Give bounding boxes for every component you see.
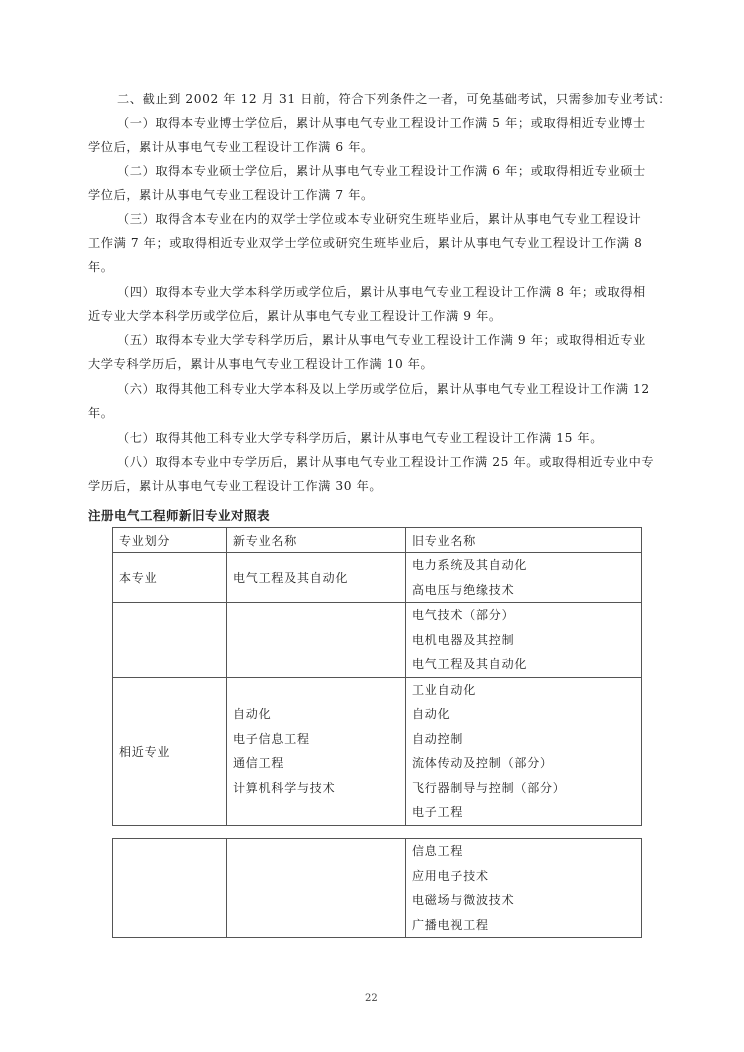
table-title: 注册电气工程师新旧专业对照表: [88, 508, 271, 523]
clause-8-line-2: 学历后，累计从事电气专业工程设计工作满 30 年。: [88, 479, 383, 493]
table-row: [113, 677, 642, 825]
table-row: [113, 603, 642, 678]
old-major-item: 飞行器制导与控制（部分）: [412, 780, 566, 795]
old-major-item: 工业自动化: [412, 682, 477, 697]
major-comparison-table-continued: [112, 838, 642, 938]
clause-2-line-2: 学位后，累计从事电气专业工程设计工作满 7 年。: [88, 188, 374, 202]
major-comparison-table: [112, 527, 642, 826]
clause-7-line-1: （七）取得其他工科专业大学专科学历后，累计从事电气专业工程设计工作满 15 年。: [117, 431, 604, 445]
page-number: 22: [365, 993, 378, 1004]
old-major-item: 信息工程: [412, 844, 464, 858]
old-major-item: 电机电器及其控制: [412, 632, 515, 647]
category-cell: [113, 839, 227, 938]
new-major-item: 电子信息工程: [233, 731, 310, 746]
old-major-item: 流体传动及控制（部分）: [412, 756, 553, 770]
category-cell: 本专业: [113, 553, 227, 603]
old-major-item: 广播电视工程: [412, 917, 489, 932]
category-cell: 相近专业: [113, 677, 227, 825]
table-header-row: [113, 528, 642, 553]
old-major-item: 电气技术（部分）: [412, 608, 515, 622]
new-major-cell: 电气工程及其自动化: [227, 553, 406, 603]
clause-1-line-2: 学位后，累计从事电气专业工程设计工作满 6 年。: [88, 140, 374, 154]
old-major-item: 高电压与绝缘技术: [412, 582, 515, 597]
new-major-item: 自动化: [233, 707, 272, 721]
old-major-item: 电磁场与微波技术: [412, 893, 515, 907]
clause-4-line-2: 近专业大学本科学历或学位后，累计从事电气专业工程设计工作满 9 年。: [88, 309, 502, 323]
old-major-cell: [406, 553, 642, 603]
clause-3-line-3: 年。: [88, 260, 114, 274]
clause-8-line-1: （八）取得本专业中专学历后，累计从事电气专业工程设计工作满 25 年。或取得相近专业中专: [117, 455, 655, 469]
old-major-item: 电气工程及其自动化: [412, 657, 528, 671]
old-major-item: 应用电子技术: [412, 868, 489, 883]
category-cell: [113, 603, 227, 678]
clause-5-line-1: （五）取得本专业大学专科学历后，累计从事电气专业工程设计工作满 9 年；或取得相近专业: [117, 333, 646, 347]
new-major-cell: [227, 839, 406, 938]
clause-1-line-1: （一）取得本专业博士学位后，累计从事电气专业工程设计工作满 5 年；或取得相近专业博士: [117, 116, 646, 130]
clause-3-line-1: （三）取得含本专业在内的双学士学位或本专业研究生班毕业后，累计从事电气专业工程设计: [117, 212, 642, 226]
header-category: 专业划分: [113, 528, 227, 553]
clause-3-line-2: 工作满 7 年；或取得相近专业双学士学位或研究生班毕业后，累计从事电气专业工程设计工作满 8: [88, 236, 643, 250]
new-major-item: 计算机科学与技术: [233, 780, 336, 795]
old-major-item: 自动化: [412, 707, 451, 721]
header-old-major: 旧专业名称: [406, 528, 642, 553]
old-major-cell: [406, 603, 642, 678]
new-major-item: 通信工程: [233, 756, 285, 770]
old-major-item: 电力系统及其自动化: [412, 558, 528, 572]
old-major-item: 电子工程: [412, 805, 464, 819]
table-row: [113, 839, 642, 938]
clause-5-line-2: 大学专科学历后，累计从事电气专业工程设计工作满 10 年。: [88, 357, 434, 371]
clause-6-line-2: 年。: [88, 406, 114, 420]
old-major-cell: [406, 839, 642, 938]
new-major-cell: [227, 603, 406, 678]
old-major-cell: [406, 677, 642, 825]
table-row: [113, 553, 642, 603]
new-major-cell: [227, 677, 406, 825]
clause-2-line-1: （二）取得本专业硕士学位后，累计从事电气专业工程设计工作满 6 年；或取得相近专业硕士: [117, 164, 646, 178]
intro-paragraph: 二、截止到 2002 年 12 月 31 日前，符合下列条件之一者，可免基础考试，只需参加专业考试：: [117, 92, 672, 106]
header-new-major: 新专业名称: [227, 528, 406, 553]
clause-4-line-1: （四）取得本专业大学本科学历或学位后，累计从事电气专业工程设计工作满 8 年；或取得相: [117, 285, 646, 299]
clause-6-line-1: （六）取得其他工科专业大学本科及以上学历或学位后，累计从事电气专业工程设计工作满 12: [117, 382, 650, 396]
old-major-item: 自动控制: [412, 731, 464, 746]
